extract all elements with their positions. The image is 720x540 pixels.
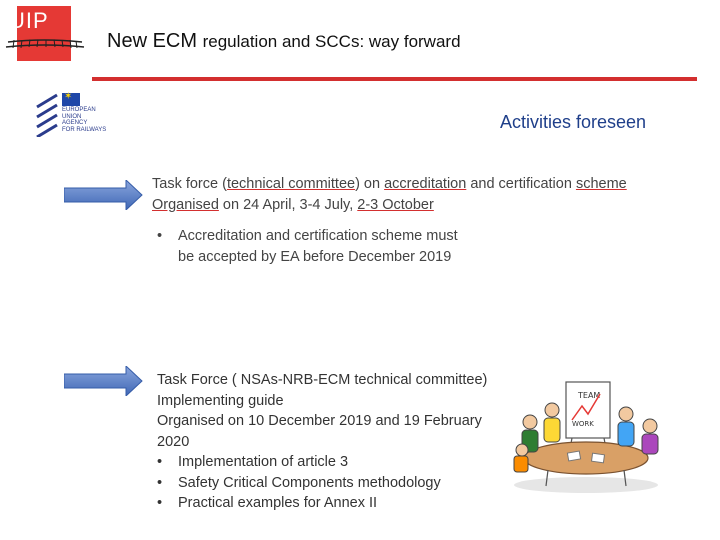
header-divider [92,77,697,81]
block2-line1: Task Force ( NSAs-NRB-ECM technical committee) [157,372,488,388]
block1-line2: Organised on 24 April, 3-4 July, 2-3 October [152,197,434,213]
title-part-1: New ECM [107,30,203,52]
teamwork-illustration [508,380,668,495]
bullet-icon: • [157,495,163,511]
section-title: Activities foreseen [500,112,647,132]
page-title [107,30,461,53]
bullet-icon: • [157,454,163,470]
arrow-right-icon [64,180,144,210]
arrow-right-icon [64,366,144,396]
block1-line1: Task force (technical committee) on accreditation and certification scheme [152,176,627,192]
block2-line2: Implementing guide [157,392,284,409]
block1-bullet: • Accreditation and certification scheme must be accepted by EA before December 2019 [157,228,458,265]
list-item: • Implementation of article 3 [157,452,487,473]
era-stripes-icon [35,93,61,137]
era-logo [35,93,111,137]
board-word-2: WORK [572,420,594,428]
uip-logo-text: UIP [9,8,49,33]
block2-line3: Organised on 10 December 2019 and 19 February [157,413,482,429]
era-logo-text: EUROPEAN UNION AGENCY FOR RAILWAYS [62,107,107,133]
list-item: • Practical examples for Annex II [157,493,487,514]
task-force-accreditation [152,174,627,216]
eu-flag-icon: ✶ [62,93,80,106]
board-word-1: TEAM [578,391,601,400]
block2-line4: 2020 [157,433,190,450]
task-force-implementing-guide [157,370,487,514]
bullet-icon: • [157,228,163,244]
rail-track-icon [4,36,86,52]
title-part-2: regulation and SCCs: way forward [202,32,461,51]
list-item: • Safety Critical Components methodology [157,473,487,494]
bullet-icon: • [157,474,163,491]
